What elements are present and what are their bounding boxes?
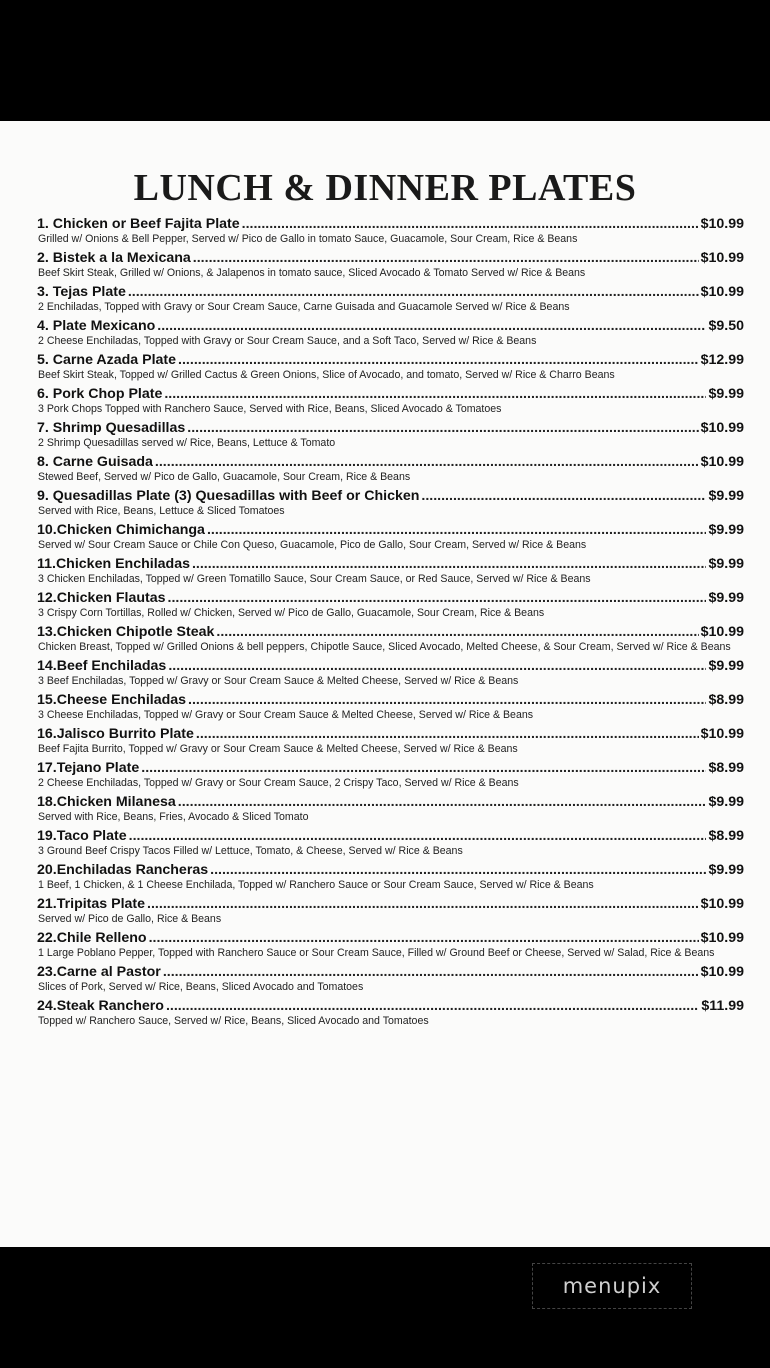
menu-item-description: Slices of Pork, Served w/ Rice, Beans, Sliced Avocado and Tomatoes: [38, 981, 364, 993]
menu-item: [37, 215, 744, 246]
dot-leader: [168, 589, 707, 607]
menu-item-description: 3 Crispy Corn Tortillas, Rolled w/ Chicken, Served w/ Pico de Gallo, Guacamole, Sour Cream, Rice & Beans: [38, 607, 545, 619]
dot-leader: [196, 725, 699, 743]
dot-leader: [163, 963, 699, 981]
menu-page: [0, 121, 770, 1247]
dot-leader: [193, 249, 699, 267]
menu-item-description: Served w/ Pico de Gallo, Rice & Beans: [38, 913, 222, 925]
menu-item-header: [37, 861, 744, 879]
menu-item-description: Served with Rice, Beans, Fries, Avocado & Sliced Tomato: [38, 811, 309, 823]
menu-item-description: 3 Beef Enchiladas, Topped w/ Gravy or Sour Cream Sauce & Melted Cheese, Served w/ Rice & Beans: [38, 675, 519, 687]
dot-leader: [164, 385, 706, 403]
menu-item-name: 3. Tejas Plate: [37, 284, 126, 300]
dot-leader: [207, 521, 707, 539]
menu-item-description: 3 Pork Chops Topped with Ranchero Sauce, Served with Rice, Beans, Sliced Avocado & Tomatoes: [38, 403, 502, 415]
menu-item-price: $9.99: [708, 794, 744, 810]
menu-item-price: $9.99: [708, 386, 744, 402]
menu-item-description: 1 Large Poblano Pepper, Topped with Ranchero Sauce or Sour Cream Sauce, Filled w/ Ground Beef or Cheese, Served w/ Salad, Rice & Beans: [38, 947, 715, 959]
menu-item-name: 7. Shrimp Quesadillas: [37, 420, 186, 436]
menu-item-description: 3 Cheese Enchiladas, Topped w/ Gravy or Sour Cream Sauce & Melted Cheese, Served w/ Rice & Beans: [38, 709, 534, 721]
menu-item-price: $10.99: [700, 250, 744, 266]
dot-leader: [178, 351, 699, 369]
menu-item: [37, 725, 744, 756]
menu-item: [37, 589, 744, 620]
menu-item-header: [37, 691, 744, 709]
dot-leader: [129, 827, 707, 845]
menu-item-description: Beef Skirt Steak, Topped w/ Grilled Cactus & Green Onions, Slice of Avocado, and tomato, Served w/ Rice & Charro Beans: [38, 369, 615, 381]
menu-item-description: Chicken Breast, Topped w/ Grilled Onions & bell peppers, Chipotle Sauce, Sliced Avocado, Melted Cheese, & Sour Cream, Served w/ Rice & Beans: [38, 641, 731, 653]
menu-item-header: [37, 555, 744, 573]
menu-item-header: [37, 419, 744, 437]
dot-leader: [216, 623, 698, 641]
menu-item: [37, 555, 744, 586]
dot-leader: [242, 215, 699, 233]
menu-item-description: Grilled w/ Onions & Bell Pepper, Served w/ Pico de Gallo in tomato Sauce, Guacamole, Sour Cream, Rice & Beans: [38, 233, 578, 245]
menu-item: [37, 997, 744, 1028]
menu-item: [37, 827, 744, 858]
menu-item: [37, 521, 744, 552]
menu-item-price: $10.99: [700, 420, 744, 436]
menu-item: [37, 249, 744, 280]
menu-item-name: 6. Pork Chop Plate: [37, 386, 163, 402]
menu-item-name: 16.Jalisco Burrito Plate: [37, 726, 194, 742]
menu-item-name: 4. Plate Mexicano: [37, 318, 156, 334]
menu-item-name: 12.Chicken Flautas: [37, 590, 166, 606]
dot-leader: [210, 861, 706, 879]
menu-item-header: [37, 963, 744, 981]
dot-leader: [178, 793, 707, 811]
dot-leader: [188, 691, 706, 709]
dot-leader: [187, 419, 698, 437]
menu-item-header: [37, 283, 744, 301]
menu-item-price: $8.99: [708, 828, 744, 844]
menu-item-name: 18.Chicken Milanesa: [37, 794, 176, 810]
dot-leader: [166, 997, 699, 1015]
menu-list: [37, 215, 744, 1031]
menu-item-name: 5. Carne Azada Plate: [37, 352, 177, 368]
dot-leader: [149, 929, 699, 947]
dot-leader: [157, 317, 706, 335]
page-title: LUNCH & DINNER PLATES: [133, 167, 637, 209]
menu-item-description: Topped w/ Ranchero Sauce, Served w/ Rice, Beans, Sliced Avocado and Tomatoes: [38, 1015, 429, 1027]
menu-item-price: $9.99: [708, 522, 744, 538]
dot-leader: [128, 283, 699, 301]
menu-item: [37, 793, 744, 824]
menu-item-price: $9.99: [708, 658, 744, 674]
menu-item-description: Beef Fajita Burrito, Topped w/ Gravy or Sour Cream Sauce & Melted Cheese, Served w/ Rice & Beans: [38, 743, 518, 755]
menu-item-description: Served w/ Sour Cream Sauce or Chile Con Queso, Guacamole, Pico de Gallo, Sour Cream, Served w/ Rice & Beans: [38, 539, 587, 551]
menu-item-name: 23.Carne al Pastor: [37, 964, 161, 980]
menu-item-price: $10.99: [700, 964, 744, 980]
menu-item-description: 2 Cheese Enchiladas, Topped with Gravy or Sour Cream Sauce, and a Soft Taco, Served w/ Rice & Beans: [38, 335, 537, 347]
menu-item-header: [37, 215, 744, 233]
menu-item-name: 19.Taco Plate: [37, 828, 127, 844]
menu-item-description: Served with Rice, Beans, Lettuce & Sliced Tomatoes: [38, 505, 285, 517]
menu-item-header: [37, 929, 744, 947]
menu-item-name: 1. Chicken or Beef Fajita Plate: [37, 216, 240, 232]
menu-item-description: 2 Shrimp Quesadillas served w/ Rice, Beans, Lettuce & Tomato: [38, 437, 336, 449]
menu-item-header: [37, 487, 744, 505]
menu-item-description: 2 Cheese Enchiladas, Topped w/ Gravy or Sour Cream Sauce, 2 Crispy Taco, Served w/ Rice & Beans: [38, 777, 519, 789]
menu-item-name: 2. Bistek a la Mexicana: [37, 250, 191, 266]
menu-item-price: $10.99: [700, 454, 744, 470]
menu-item-price: $9.50: [708, 318, 744, 334]
menu-item-name: 15.Cheese Enchiladas: [37, 692, 187, 708]
menu-item-description: Beef Skirt Steak, Grilled w/ Onions, & Jalapenos in tomato sauce, Sliced Avocado & Tomato Served w/ Rice & Beans: [38, 267, 586, 279]
menu-item-header: [37, 385, 744, 403]
menu-item: [37, 861, 744, 892]
menu-item-name: 21.Tripitas Plate: [37, 896, 146, 912]
menu-item-price: $9.99: [708, 556, 744, 572]
menu-item-header: [37, 351, 744, 369]
menu-item: [37, 657, 744, 688]
menu-item-header: [37, 793, 744, 811]
menu-item-header: [37, 657, 744, 675]
menu-item-name: 20.Enchiladas Rancheras: [37, 862, 209, 878]
menu-item-name: 11.Chicken Enchiladas: [37, 556, 190, 572]
menu-item: [37, 453, 744, 484]
menu-item-name: 22.Chile Relleno: [37, 930, 147, 946]
menu-item: [37, 623, 744, 654]
menu-item-price: $9.99: [708, 488, 744, 504]
menu-item-header: [37, 895, 744, 913]
menu-item-header: [37, 249, 744, 267]
menu-item-name: 14.Beef Enchiladas: [37, 658, 167, 674]
dot-leader: [421, 487, 706, 505]
menu-item-description: 1 Beef, 1 Chicken, & 1 Cheese Enchilada, Topped w/ Ranchero Sauce or Sour Cream Sauce, Served w/ Rice & Beans: [38, 879, 594, 891]
menu-item-header: [37, 317, 744, 335]
menu-item-header: [37, 759, 744, 777]
menu-item-price: $10.99: [700, 896, 744, 912]
menu-item-header: [37, 453, 744, 471]
menu-item-header: [37, 521, 744, 539]
menu-item: [37, 419, 744, 450]
menu-item-name: 9. Quesadillas Plate (3) Quesadillas with Beef or Chicken: [37, 488, 420, 504]
watermark-logo: menupix: [532, 1263, 692, 1309]
menu-item: [37, 487, 744, 518]
dot-leader: [147, 895, 699, 913]
menu-item-price: $10.99: [700, 726, 744, 742]
menu-item-header: [37, 827, 744, 845]
menu-item-price: $11.99: [701, 998, 744, 1014]
menu-item-description: 2 Enchiladas, Topped with Gravy or Sour Cream Sauce, Carne Guisada and Guacamole Served w/ Rice & Beans: [38, 301, 570, 313]
menu-item-price: $12.99: [700, 352, 744, 368]
menu-item: [37, 283, 744, 314]
menu-item-name: 8. Carne Guisada: [37, 454, 153, 470]
menu-item: [37, 929, 744, 960]
menu-item-price: $9.99: [708, 590, 744, 606]
dot-leader: [192, 555, 707, 573]
menu-item-name: 13.Chicken Chipotle Steak: [37, 624, 215, 640]
menu-item-price: $8.99: [708, 760, 744, 776]
menu-item-header: [37, 997, 744, 1015]
menu-item-price: $8.99: [708, 692, 744, 708]
menu-item-description: 3 Ground Beef Crispy Tacos Filled w/ Lettuce, Tomato, & Cheese, Served w/ Rice & Beans: [38, 845, 463, 857]
menu-item-header: [37, 623, 744, 641]
menu-item-description: Stewed Beef, Served w/ Pico de Gallo, Guacamole, Sour Cream, Rice & Beans: [38, 471, 411, 483]
menu-item-header: [37, 725, 744, 743]
dot-leader: [141, 759, 706, 777]
menu-item: [37, 351, 744, 382]
menu-item: [37, 759, 744, 790]
menu-item-name: 24.Steak Ranchero: [37, 998, 164, 1014]
menu-item-price: $10.99: [700, 216, 744, 232]
menu-item-header: [37, 589, 744, 607]
menu-item-price: $10.99: [700, 624, 744, 640]
menu-item-name: 10.Chicken Chimichanga: [37, 522, 205, 538]
dot-leader: [155, 453, 699, 471]
menu-item-description: 3 Chicken Enchiladas, Topped w/ Green Tomatillo Sauce, Sour Cream Sauce, or Red Sauce, Served w/ Rice & Beans: [38, 573, 591, 585]
menu-item: [37, 963, 744, 994]
menu-item: [37, 317, 744, 348]
menu-item-price: $10.99: [700, 930, 744, 946]
dot-leader: [168, 657, 706, 675]
menu-item: [37, 691, 744, 722]
menu-item-price: $9.99: [708, 862, 744, 878]
menu-item-name: 17.Tejano Plate: [37, 760, 140, 776]
menu-item: [37, 895, 744, 926]
menu-item-price: $10.99: [700, 284, 744, 300]
menu-item: [37, 385, 744, 416]
